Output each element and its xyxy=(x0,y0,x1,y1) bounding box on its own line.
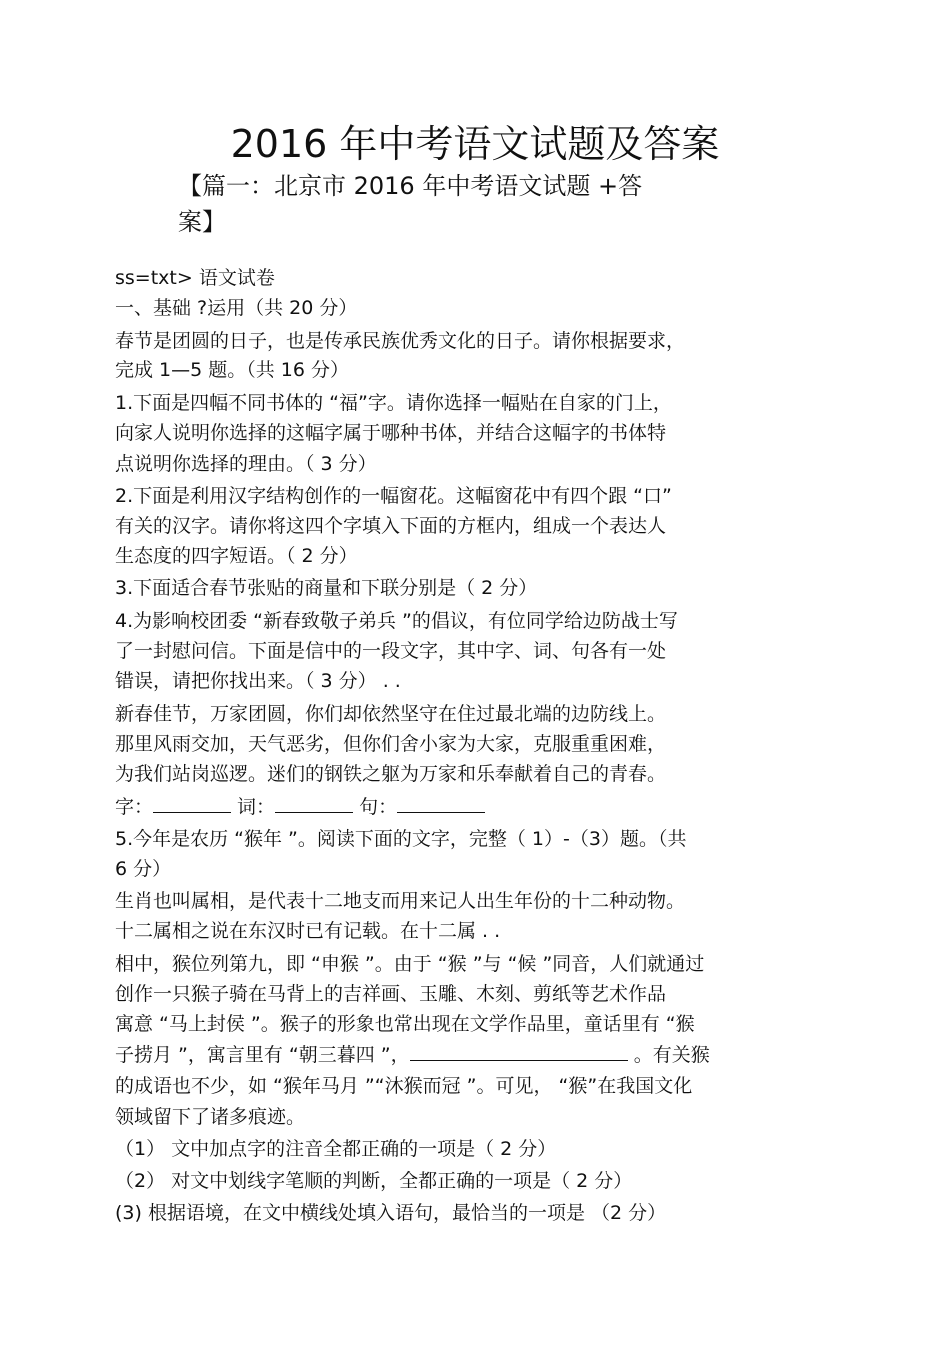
sub-question-2: （2） 对文中划线字笔顺的判断，全都正确的一项是（ 2 分） xyxy=(115,1170,633,1192)
text-line: 生态度的四字短语。（ 2 分） xyxy=(115,545,358,567)
passage-line: 十二属相之说在东汉时已有记载。在十二属 . . xyxy=(115,920,501,942)
sub-question-1: （1） 文中加点字的注音全都正确的一项是（ 2 分） xyxy=(115,1138,557,1160)
passage-line: 那里风雨交加，天气恶劣，但你们舍小家为大家，克服重重困难， xyxy=(115,733,667,755)
passage-blank-line xyxy=(115,1040,710,1070)
text-line: 向家人说明你选择的这幅字属于哪种书体，并结合这幅字的书体特 xyxy=(115,422,667,444)
question-4: 4.为影响校团委 “新春致敬子弟兵 ”的倡议，有位同学给边防战士写 xyxy=(115,610,678,632)
passage-line: 创作一只猴子骑在马背上的吉祥画、玉雕、木刻、剪纸等艺术作品 xyxy=(115,983,667,1005)
passage-line: 相中，猴位列第九，即 “申猴 ”。由于 “猴 ”与 “候 ”同音，人们就通过 xyxy=(115,953,705,975)
text-line: 点说明你选择的理由。（ 3 分） xyxy=(115,453,377,475)
answer-fill-line xyxy=(115,792,485,822)
blank-line-after: 。有关猴 xyxy=(627,1044,710,1066)
passage-line: 为我们站岗巡逻。迷们的钢铁之躯为万家和乐奉献着自己的青春。 xyxy=(115,763,667,785)
question-5: 5.今年是农历 “猴年 ”。阅读下面的文字，完整（ 1）-（3）题。（共 xyxy=(115,828,687,850)
ju-label: 句： xyxy=(353,796,398,818)
subtitle-line-2: 案】 xyxy=(178,208,226,236)
zi-label: 字： xyxy=(115,796,154,818)
question-2: 2.下面是利用汉字结构创作的一幅窗花。这幅窗花中有四个跟 “口” xyxy=(115,485,672,507)
text-line: 错误，请把你找出来。（ 3 分） . . xyxy=(115,670,401,692)
text-line: 春节是团圆的日子，也是传承民族优秀文化的日子。请你根据要求， xyxy=(115,330,686,352)
text-line: 完成 1—5 题。（共 16 分） xyxy=(115,359,350,381)
blank-line-before: 子捞月 ”，寓言里有 “朝三暮四 ”， xyxy=(115,1044,410,1066)
document-title: 2016 年中考语文试题及答案 xyxy=(230,122,720,166)
subtitle-line-1: 【篇一：北京市 2016 年中考语文试题 +答 xyxy=(178,172,643,200)
text-line: 6 分） xyxy=(115,858,172,880)
passage-line: 生肖也叫属相，是代表十二地支而用来记人出生年份的十二种动物。 xyxy=(115,890,686,912)
ci-label: 词： xyxy=(231,796,276,818)
passage-line: 寓意 “马上封侯 ”。猴子的形象也常出现在文学作品里，童话里有 “猴 xyxy=(115,1013,695,1035)
text-line: ss=txt> 语文试卷 xyxy=(115,267,275,289)
passage-line: 新春佳节，万家团圆，你们却依然坚守在住过最北端的边防线上。 xyxy=(115,703,667,725)
passage-blank[interactable] xyxy=(410,1040,628,1061)
question-1: 1.下面是四幅不同书体的 “福”字。请你选择一幅贴在自家的门上， xyxy=(115,392,672,414)
document-subtitle xyxy=(178,168,738,240)
passage-line: 领域留下了诸多痕迹。 xyxy=(115,1106,306,1128)
zi-blank[interactable] xyxy=(153,792,231,813)
ci-blank[interactable] xyxy=(275,792,353,813)
text-line: 了一封慰问信。下面是信中的一段文字，其中字、词、句各有一处 xyxy=(115,640,667,662)
sub-question-3: (3) 根据语境，在文中横线处填入语句，最恰当的一项是 （2 分） xyxy=(115,1202,667,1224)
passage-line: 的成语也不少，如 “猴年马月 ”“沐猴而冠 ”。可见， “猴”在我国文化 xyxy=(115,1075,693,1097)
section-heading: 一、基础 ?运用（共 20 分） xyxy=(115,297,358,319)
text-line: 有关的汉字。请你将这四个字填入下面的方框内，组成一个表达人 xyxy=(115,515,667,537)
question-3: 3.下面适合春节张贴的商量和下联分别是（ 2 分） xyxy=(115,577,538,599)
ju-blank[interactable] xyxy=(397,792,485,813)
